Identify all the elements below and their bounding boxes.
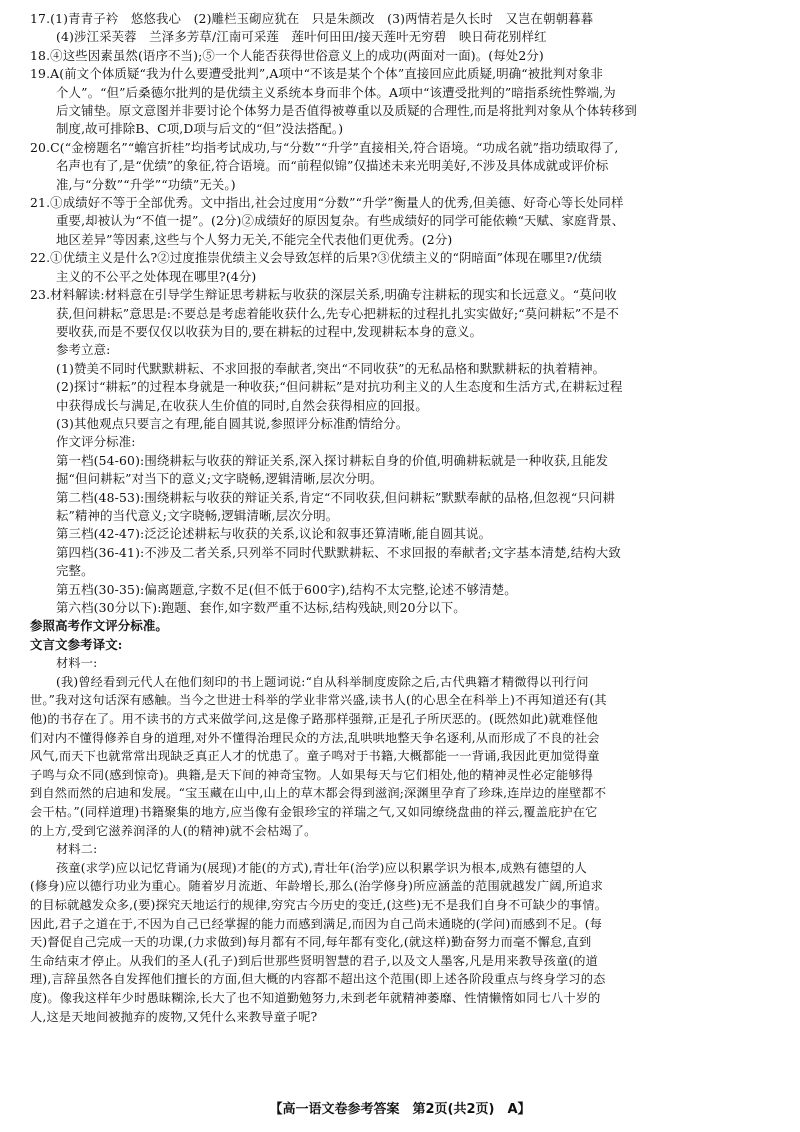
answer-line: 20.C(“金榜题名”“蟾宫折桂”均指考试成功,与“分数”“升学”直接相关,符合语境。“功成名就”指功绩取得了, <box>30 139 619 155</box>
translation-line: 们对内不懂得修养自身的道理,对外不懂得治理民众的方法,乱哄哄地整天争名逐利,从而形成了不良的社会 <box>30 730 600 745</box>
translation-line: 的上方,受到它滋养润泽的人(的精神)就不会枯竭了。 <box>30 823 317 838</box>
answer-line: (2)探讨“耕耘”的过程本身就是一种收获;“但问耕耘”是对抗功利主义的人生态度和生活方式,在耕耘过程 <box>56 379 623 395</box>
translation-line: 因此,君子之道在于,不因为自己已经掌握的能力而感到满足,而因为自己尚未通晓的(学问)而感到不足。(每 <box>30 916 603 931</box>
translation-line: 材料一: <box>56 656 98 671</box>
translation-line: 的目标就越发众多,(要)探究天地运行的规律,穷究古今历史的变迁,(这些)无不是我们自身不可缺少的事情。 <box>30 897 608 912</box>
answer-line: (1)赞美不同时代默默耕耘、不求回报的奉献者,突出“不同收获”的无私品格和默默耕耘的执着精神。 <box>56 360 606 376</box>
answer-line: 要收获,而是不要仅仅以收获为目的,要在耕耘的过程中,发现耕耘本身的意义。 <box>56 323 483 339</box>
translation-line: 风气,而天下也就常常出现缺乏真正人才的忧患了。童子鸣对于书籍,大概都能一一背诵,我因此更加觉得童 <box>30 749 600 764</box>
translation-line: 生命结束才停止。从我们的圣人(孔子)到后世那些贤明智慧的君子,以及文人墨客,凡是用来教导孩童(的道 <box>30 953 599 968</box>
answer-line: 中获得成长与满足,在收获人生价值的同时,自然会获得相应的回报。 <box>56 397 428 413</box>
answer-line: 制度,故可排除B、C项,D项与后文的“但”没法搭配。) <box>56 121 344 137</box>
answer-line: 19.A(前文个体质疑“我为什么要遭受批判”,A项中“不该是某个个体”直接回应此质疑,明确“被批判对象非 <box>30 66 604 82</box>
answer-line: 第三档(42-47):泛泛论述耕耘与收获的关系,议论和叙事还算清晰,能自圆其说。 <box>56 526 492 542</box>
translation-line: (我)曾经看到元代人在他们刻印的书上题词说:“自从科举制度废除之后,古代典籍才精微得以刊行问 <box>56 674 589 689</box>
answer-line: 第二档(48-53):围绕耕耘与收获的辩证关系,肯定“不同收获,但问耕耘”默默奉献的品格,但忽视“只问耕 <box>56 489 616 505</box>
translation-line: 子鸣与众不同(感到惊奇)。典籍,是天下间的神奇宝物。人如果每天与它们相处,他的精神灵性必定能够得 <box>30 767 594 782</box>
answer-line: 参考立意: <box>56 342 111 358</box>
translation-line: 会干枯。”(同样道理)书籍聚集的地方,应当像有金银珍宝的祥瑞之气,又如同缭绕盘曲的祥云,覆盖庇护在它 <box>30 804 598 819</box>
translation-line: 理),言辞虽然各自发挥他们擅长的方面,但大概的内容都不超出这个范围(即上述各阶段重点与终身学习的态 <box>30 972 606 987</box>
answer-line: 个人”。“但”后桑德尔批判的是优绩主义系统本身而非个体。A项中“该遭受批判的”暗指系统性弊端,为 <box>56 84 616 100</box>
translation-section <box>30 654 770 1026</box>
translation-line: 世。”我对这句话深有感触。当今之世进士科举的学业非常兴盛,读书人(的心思全在科举上)不再知道还有(其 <box>30 693 607 708</box>
translation-line: 度)。像我这样年少时愚昧糊涂,长大了也不知道勤勉努力,未到老年就精神萎靡、性情懒惰如同七八十岁的 <box>30 990 601 1005</box>
answer-line: 掘“但问耕耘”对当下的意义;文字晓畅,逻辑清晰,层次分明。 <box>56 471 383 487</box>
answer-line: 重要,却被认为“不值一提”。(2分)②成绩好的原因复杂。有些成绩好的同学可能依赖“天赋、家庭背景、 <box>56 213 625 229</box>
answer-line: 准,与“分数”“升学”“功绩”无关。) <box>56 176 236 192</box>
translation-line: (修身)应以德行功业为重心。随着岁月流逝、年龄增长,那么(治学修身)所应涵盖的范围就越发广阔,所追求 <box>30 879 604 894</box>
translation-line: 孩童(求学)应以记忆背诵为(展现)才能(的方式),青壮年(治学)应以积累学识为根本,成熟有德望的人 <box>56 860 587 875</box>
answer-line: 主义的不公平之处体现在哪里?(4分) <box>56 268 257 284</box>
translation-title: 文言文参考译文: <box>30 636 123 652</box>
standard-note: 参照高考作文评分标准。 <box>30 618 168 634</box>
answer-line: 耘”精神的当代意义;文字晓畅,逻辑清晰,层次分明。 <box>56 507 339 523</box>
answer-line: 地区差异”等因素,这些与个人努力无关,不能完全代表他们更优秀。(2分) <box>56 231 453 247</box>
translation-line: 人,这是天地间被抛弃的废物,又凭什么来教导童子呢? <box>30 1009 318 1024</box>
answer-line: 完整。 <box>56 563 94 579</box>
answer-line: 第一档(54-60):围绕耕耘与收获的辩证关系,深入探讨耕耘自身的价值,明确耕耘就是一种收获,且能发 <box>56 452 609 468</box>
page-footer: 【高一语文卷参考答案 第2页(共2页) A】 <box>269 1102 531 1117</box>
answer-line: 名声也有了,是“优绩”的象征,符合语境。而“前程似锦”仅描述未来光明美好,不涉及具体成就或评价标 <box>56 158 609 174</box>
answer-line: 22.①优绩主义是什么?②过度推崇优绩主义会导致怎样的后果?③优绩主义的“阴暗面”体现在哪里?/优绩 <box>30 250 602 266</box>
answer-line: 后文铺垫。原文意图并非要讨论个体努力是否值得被尊重以及质疑的合理性,而是将批判对象从个体转移到 <box>56 103 637 119</box>
answer-section <box>30 10 770 617</box>
answer-line: 18.④这些因素虽然(语序不当);⑤一个人能否获得世俗意义上的成功(两面对一面)。(每处2分) <box>30 47 544 63</box>
answer-line: (4)涉江采芙蓉 兰泽多芳草/江南可采莲 莲叶何田田/接天莲叶无穷碧 映日荷花别样红 <box>56 29 547 45</box>
answer-line: (3)其他观点只要言之有理,能自圆其说,参照评分标准酌情给分。 <box>56 415 409 431</box>
answer-line: 第四档(36-41):不涉及二者关系,只列举不同时代默默耕耘、不求回报的奉献者;文字基本清楚,结构大致 <box>56 544 621 560</box>
answer-line: 第六档(30分以下):跑题、套作,如字数严重不达标,结构残缺,则20分以下。 <box>56 600 466 615</box>
answer-line: 17.(1)青青子衿 悠悠我心 (2)雕栏玉砌应犹在 只是朱颜改 (3)两情若是久长时 又岂在朝朝暮暮 <box>30 11 594 26</box>
answer-line: 第五档(30-35):偏离题意,字数不足(但不低于600字),结构不太完整,论述不够清楚。 <box>56 581 517 597</box>
answer-line: 23.材料解读:材料意在引导学生辩证思考耕耘与收获的深层关系,明确专注耕耘的现实和长远意义。“莫问收 <box>30 287 617 303</box>
translation-line: 材料二: <box>56 842 98 857</box>
answer-line: 获,但问耕耘”意思是:不要总是考虑着能收获什么,先专心把耕耘的过程扎扎实实做好;“莫问耕耘”不是不 <box>56 305 619 321</box>
answer-line: 21.①成绩好不等于全部优秀。文中指出,社会过度用“分数”“升学”衡量人的优秀,但美德、好奇心等长处同样 <box>30 195 624 211</box>
translation-line: 天)督促自己完成一天的功课,(力求做到)每月都有不同,每年都有变化,(就这样)勤奋努力而毫不懈怠,直到 <box>30 935 592 950</box>
translation-line: 到自然而然的启迪和发展。“宝玉藏在山中,山上的草木都会得到滋润;深渊里孕育了珍珠,连岸边的崖壁都不 <box>30 786 607 801</box>
translation-line: 他)的书存在了。用不读书的方式来做学问,这是像子路那样强辩,正是孔子所厌恶的。(既然如此)就难怪他 <box>30 712 599 726</box>
answer-line: 作文评分标准: <box>56 434 136 450</box>
